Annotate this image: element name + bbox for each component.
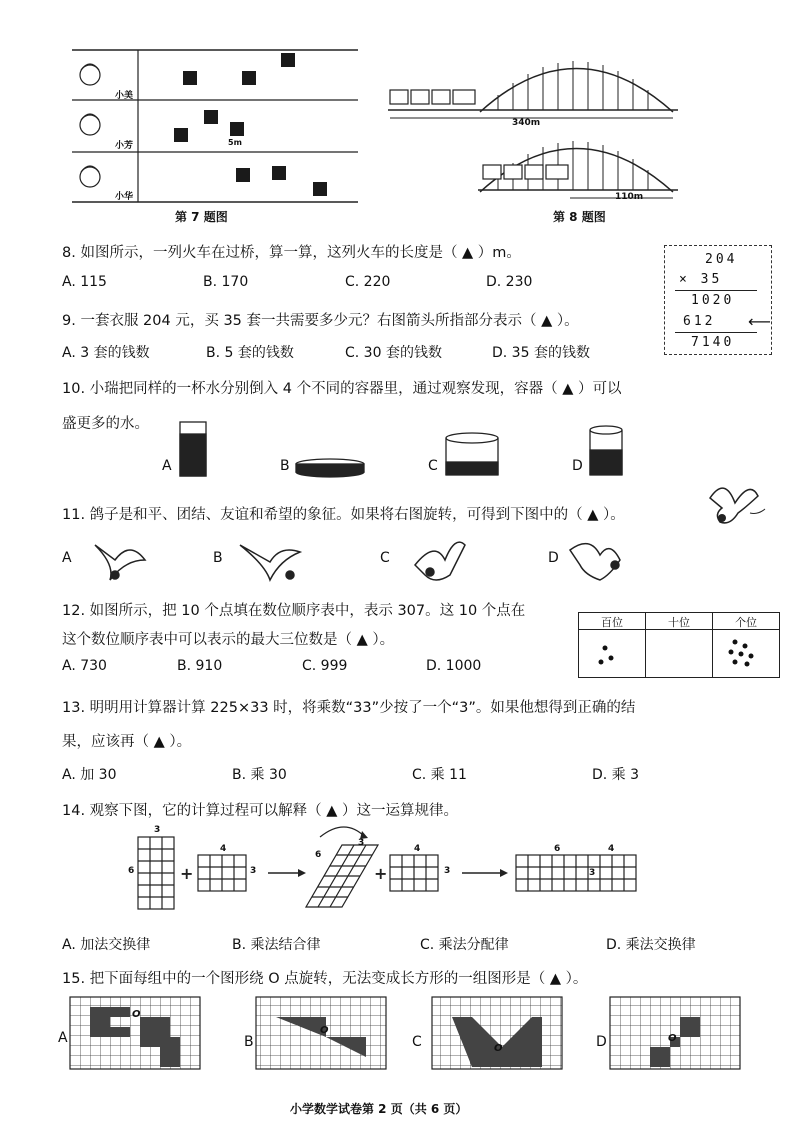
- face-icon: [80, 64, 100, 187]
- q14-num-i: 6: [554, 844, 561, 854]
- q14-option-d[interactable]: D. 乘法交换律: [606, 937, 696, 953]
- q12-stem-1: 12. 如图所示，把 10 个点填在数位顺序表中，表示 307。这 10 个点在: [62, 603, 526, 619]
- q13-option-a[interactable]: A. 加 30: [62, 767, 117, 783]
- q14-option-c[interactable]: C. 乘法分配律: [420, 937, 509, 953]
- q11-label-c[interactable]: C: [380, 550, 390, 566]
- q15-stem: 15. 把下面每组中的一个图形绕 O 点旋转，无法变成长方形的一组图形是（ ▲ ）。: [62, 971, 588, 987]
- svg-text:+: +: [180, 864, 194, 883]
- q9-option-a[interactable]: A. 3 套的钱数: [62, 345, 150, 361]
- q14-num-c: 4: [220, 844, 227, 854]
- q12-option-d[interactable]: D. 1000: [426, 658, 482, 674]
- place-value-table: [578, 612, 780, 678]
- q14-stem: 14. 观察下图，它的计算过程可以解释（ ▲ ）这一运算规律。: [62, 803, 459, 819]
- figure-7-caption: 第 7 题图: [175, 210, 228, 224]
- figure-7: [70, 40, 370, 210]
- dove-a-icon: [95, 545, 145, 580]
- dove-c-icon: [415, 542, 465, 580]
- header-tens: 十位: [668, 616, 690, 629]
- q11-label-a[interactable]: A: [62, 550, 72, 566]
- q14-num-j: 4: [608, 844, 615, 854]
- container-b: [296, 459, 364, 477]
- q9-option-c[interactable]: C. 30 套的钱数: [345, 345, 442, 361]
- q10-label-c[interactable]: C: [428, 458, 438, 474]
- q8-stem: 8. 如图所示，一列火车在过桥，算一算，这列火车的长度是（ ▲ ）m。: [62, 245, 521, 261]
- q10-label-b[interactable]: B: [280, 458, 290, 474]
- calc-row-4: 612: [683, 314, 716, 329]
- figure-8-caption: 第 8 题图: [553, 210, 606, 224]
- q14-num-d: 3: [250, 866, 257, 876]
- train-icon: [390, 90, 475, 104]
- q14-num-g: 4: [414, 844, 421, 854]
- q9-option-d[interactable]: D. 35 套的钱数: [492, 345, 590, 361]
- q12-option-a[interactable]: A. 730: [62, 658, 107, 674]
- q8-option-c[interactable]: C. 220: [345, 274, 391, 290]
- page-footer: 小学数学试卷第 2 页（共 6 页）: [290, 1102, 468, 1116]
- q10-stem-2: 盛更多的水。: [62, 416, 149, 432]
- train-icon: [483, 165, 568, 179]
- container-c: [446, 433, 498, 475]
- svg-text:O: O: [132, 1009, 141, 1020]
- arrow-left-icon: ⟵: [748, 312, 771, 331]
- q13-option-b[interactable]: B. 乘 30: [232, 767, 287, 783]
- q15-label-b[interactable]: B: [244, 1034, 254, 1050]
- container-d: [590, 426, 622, 475]
- svg-text:O: O: [668, 1033, 677, 1044]
- dots: [579, 630, 779, 676]
- name-xiaohua: 小华: [115, 192, 134, 202]
- q14-grid-figure: [120, 825, 660, 920]
- name-xiaofang: 小芳: [115, 141, 134, 151]
- calc-row-1: 204: [705, 252, 738, 267]
- header-hundreds: 百位: [601, 616, 623, 629]
- svg-text:O: O: [320, 1025, 329, 1036]
- header-ones: 个位: [735, 616, 757, 629]
- q15-label-c[interactable]: C: [412, 1034, 422, 1050]
- vertical-calculation: [664, 245, 772, 355]
- dove-b-icon: [240, 545, 300, 580]
- q8-option-d[interactable]: D. 230: [486, 274, 533, 290]
- dove-d-icon: [570, 544, 620, 580]
- calc-row-2: × 35: [679, 272, 723, 287]
- container-a: [180, 422, 206, 476]
- q15-label-a[interactable]: A: [58, 1030, 68, 1046]
- q14-num-a: 3: [154, 825, 161, 835]
- q12-stem-2: 这个数位顺序表中可以表示的最大三位数是（ ▲ ）。: [62, 632, 395, 648]
- dove-reference-icon: [700, 478, 770, 538]
- q11-label-b[interactable]: B: [213, 550, 223, 566]
- q14-option-a[interactable]: A. 加法交换律: [62, 937, 151, 953]
- q14-num-h: 3: [444, 866, 451, 876]
- calc-row-5: 7140: [691, 335, 735, 350]
- q12-option-c[interactable]: C. 999: [302, 658, 348, 674]
- q13-stem-1: 13. 明明用计算器计算 225×33 时，将乘数“33”少按了一个“3”。如果他想得到正确的结: [62, 700, 636, 716]
- name-xiaomei: 小美: [115, 91, 134, 101]
- q8-option-a[interactable]: A. 115: [62, 274, 107, 290]
- q10-stem-1: 10. 小瑞把同样的一杯水分别倒入 4 个不同的容器里，通过观察发现，容器（ ▲ ）可以: [62, 381, 622, 397]
- q12-option-b[interactable]: B. 910: [177, 658, 223, 674]
- q11-stem: 11. 鸽子是和平、团结、友谊和希望的象征。如果将右图旋转，可得到下图中的（ ▲ ）。: [62, 507, 625, 523]
- q9-option-b[interactable]: B. 5 套的钱数: [206, 345, 294, 361]
- length-110: 110m: [615, 192, 644, 202]
- distance-label: 5m: [228, 138, 242, 147]
- containers-figure: [160, 420, 630, 480]
- q14-option-b[interactable]: B. 乘法结合律: [232, 937, 321, 953]
- q8-option-b[interactable]: B. 170: [203, 274, 249, 290]
- calc-row-3: 1020: [691, 293, 735, 308]
- q13-stem-2: 果，应该再（ ▲ ）。: [62, 734, 192, 750]
- q14-num-b: 6: [128, 866, 135, 876]
- q13-option-d[interactable]: D. 乘 3: [592, 767, 640, 783]
- q11-label-d[interactable]: D: [548, 550, 559, 566]
- svg-text:+: +: [374, 864, 388, 883]
- svg-text:O: O: [494, 1043, 503, 1054]
- length-340: 340m: [512, 118, 541, 128]
- q13-option-c[interactable]: C. 乘 11: [412, 767, 467, 783]
- q10-label-d[interactable]: D: [572, 458, 583, 474]
- q14-num-k: 3: [589, 868, 596, 878]
- figure-8: [388, 50, 688, 210]
- q9-stem: 9. 一套衣服 204 元，买 35 套一共需要多少元？右图箭头所指部分表示（ ▲ ）。: [62, 313, 579, 329]
- q14-num-e: 6: [315, 850, 322, 860]
- q15-label-d[interactable]: D: [596, 1034, 607, 1050]
- q14-num-f: 3: [358, 838, 365, 848]
- q10-label-a[interactable]: A: [162, 458, 172, 474]
